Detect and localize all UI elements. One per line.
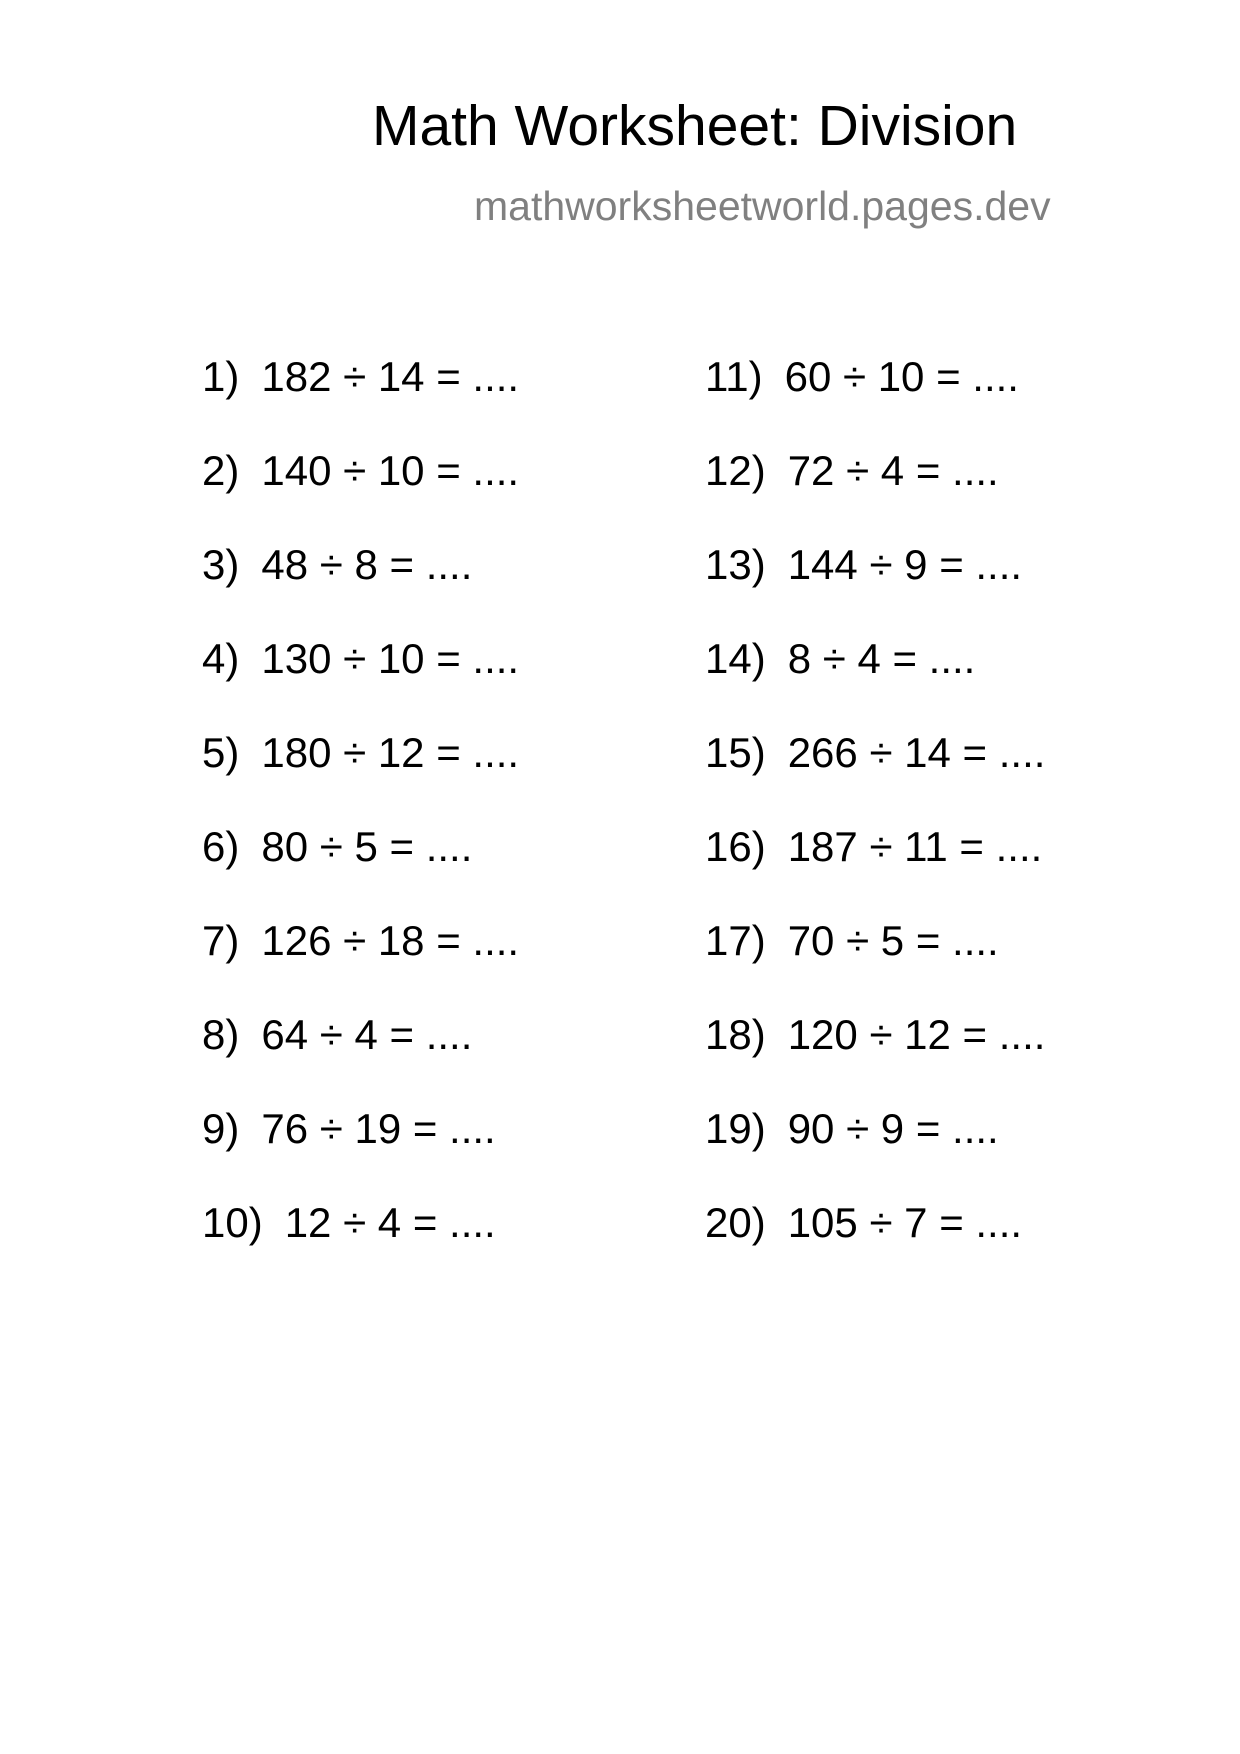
problem-expression: 64 ÷ 4 = .... — [261, 1011, 473, 1058]
problem-item — [202, 916, 519, 966]
problem-number: 2) — [202, 447, 240, 494]
problem-item — [705, 352, 1019, 402]
problem-expression: 70 ÷ 5 = .... — [787, 917, 999, 964]
problem-expression: 266 ÷ 14 = .... — [787, 729, 1046, 776]
problem-number: 5) — [202, 729, 240, 776]
problem-item — [202, 634, 519, 684]
problem-number: 17) — [705, 917, 766, 964]
problem-number: 18) — [705, 1011, 766, 1058]
problem-item — [705, 634, 975, 684]
problem-expression: 130 ÷ 10 = .... — [261, 635, 520, 682]
problem-item — [705, 728, 1045, 778]
problem-number: 8) — [202, 1011, 240, 1058]
problem-number: 11) — [705, 353, 763, 400]
problem-number: 9) — [202, 1105, 240, 1152]
worksheet-header — [0, 0, 1240, 260]
problem-number: 3) — [202, 541, 240, 588]
problem-expression: 140 ÷ 10 = .... — [261, 447, 520, 494]
problem-item — [705, 822, 1042, 872]
problem-expression: 180 ÷ 12 = .... — [261, 729, 520, 776]
problem-item — [705, 540, 1022, 590]
problem-expression: 126 ÷ 18 = .... — [261, 917, 520, 964]
problem-number: 14) — [705, 635, 766, 682]
problem-item — [202, 1104, 496, 1154]
problem-item — [202, 1198, 496, 1248]
problem-number: 20) — [705, 1199, 766, 1246]
problem-expression: 187 ÷ 11 = .... — [787, 823, 1043, 870]
problem-number: 10) — [202, 1199, 263, 1246]
site-url: mathworksheetworld.pages.dev — [474, 183, 1051, 229]
problem-expression: 8 ÷ 4 = .... — [787, 635, 976, 682]
problem-number: 4) — [202, 635, 240, 682]
problem-number: 13) — [705, 541, 766, 588]
problem-expression: 48 ÷ 8 = .... — [261, 541, 473, 588]
problem-number: 6) — [202, 823, 240, 870]
problem-expression: 76 ÷ 19 = .... — [261, 1105, 496, 1152]
problem-number: 7) — [202, 917, 240, 964]
problem-expression: 90 ÷ 9 = .... — [787, 1105, 999, 1152]
problem-item — [202, 728, 519, 778]
problem-expression: 105 ÷ 7 = .... — [787, 1199, 1023, 1246]
problem-item — [202, 540, 472, 590]
problem-item — [705, 916, 999, 966]
problem-item — [202, 1010, 472, 1060]
problem-item — [202, 822, 472, 872]
problem-number: 19) — [705, 1105, 766, 1152]
problem-expression: 120 ÷ 12 = .... — [787, 1011, 1046, 1058]
problem-number: 1) — [202, 353, 240, 400]
problem-item — [705, 446, 999, 496]
problem-item — [705, 1010, 1045, 1060]
problem-expression: 80 ÷ 5 = .... — [261, 823, 473, 870]
problem-item — [202, 446, 519, 496]
problem-number: 16) — [705, 823, 766, 870]
problem-item — [705, 1198, 1022, 1248]
problem-item — [705, 1104, 999, 1154]
problem-expression: 182 ÷ 14 = .... — [261, 353, 520, 400]
problem-number: 15) — [705, 729, 766, 776]
problem-item — [202, 352, 519, 402]
problem-expression: 12 ÷ 4 = .... — [284, 1199, 496, 1246]
problem-expression: 60 ÷ 10 = .... — [784, 353, 1019, 400]
problem-expression: 72 ÷ 4 = .... — [787, 447, 999, 494]
page-title: Math Worksheet: Division — [372, 94, 1018, 158]
problem-expression: 144 ÷ 9 = .... — [787, 541, 1023, 588]
problem-number: 12) — [705, 447, 766, 494]
